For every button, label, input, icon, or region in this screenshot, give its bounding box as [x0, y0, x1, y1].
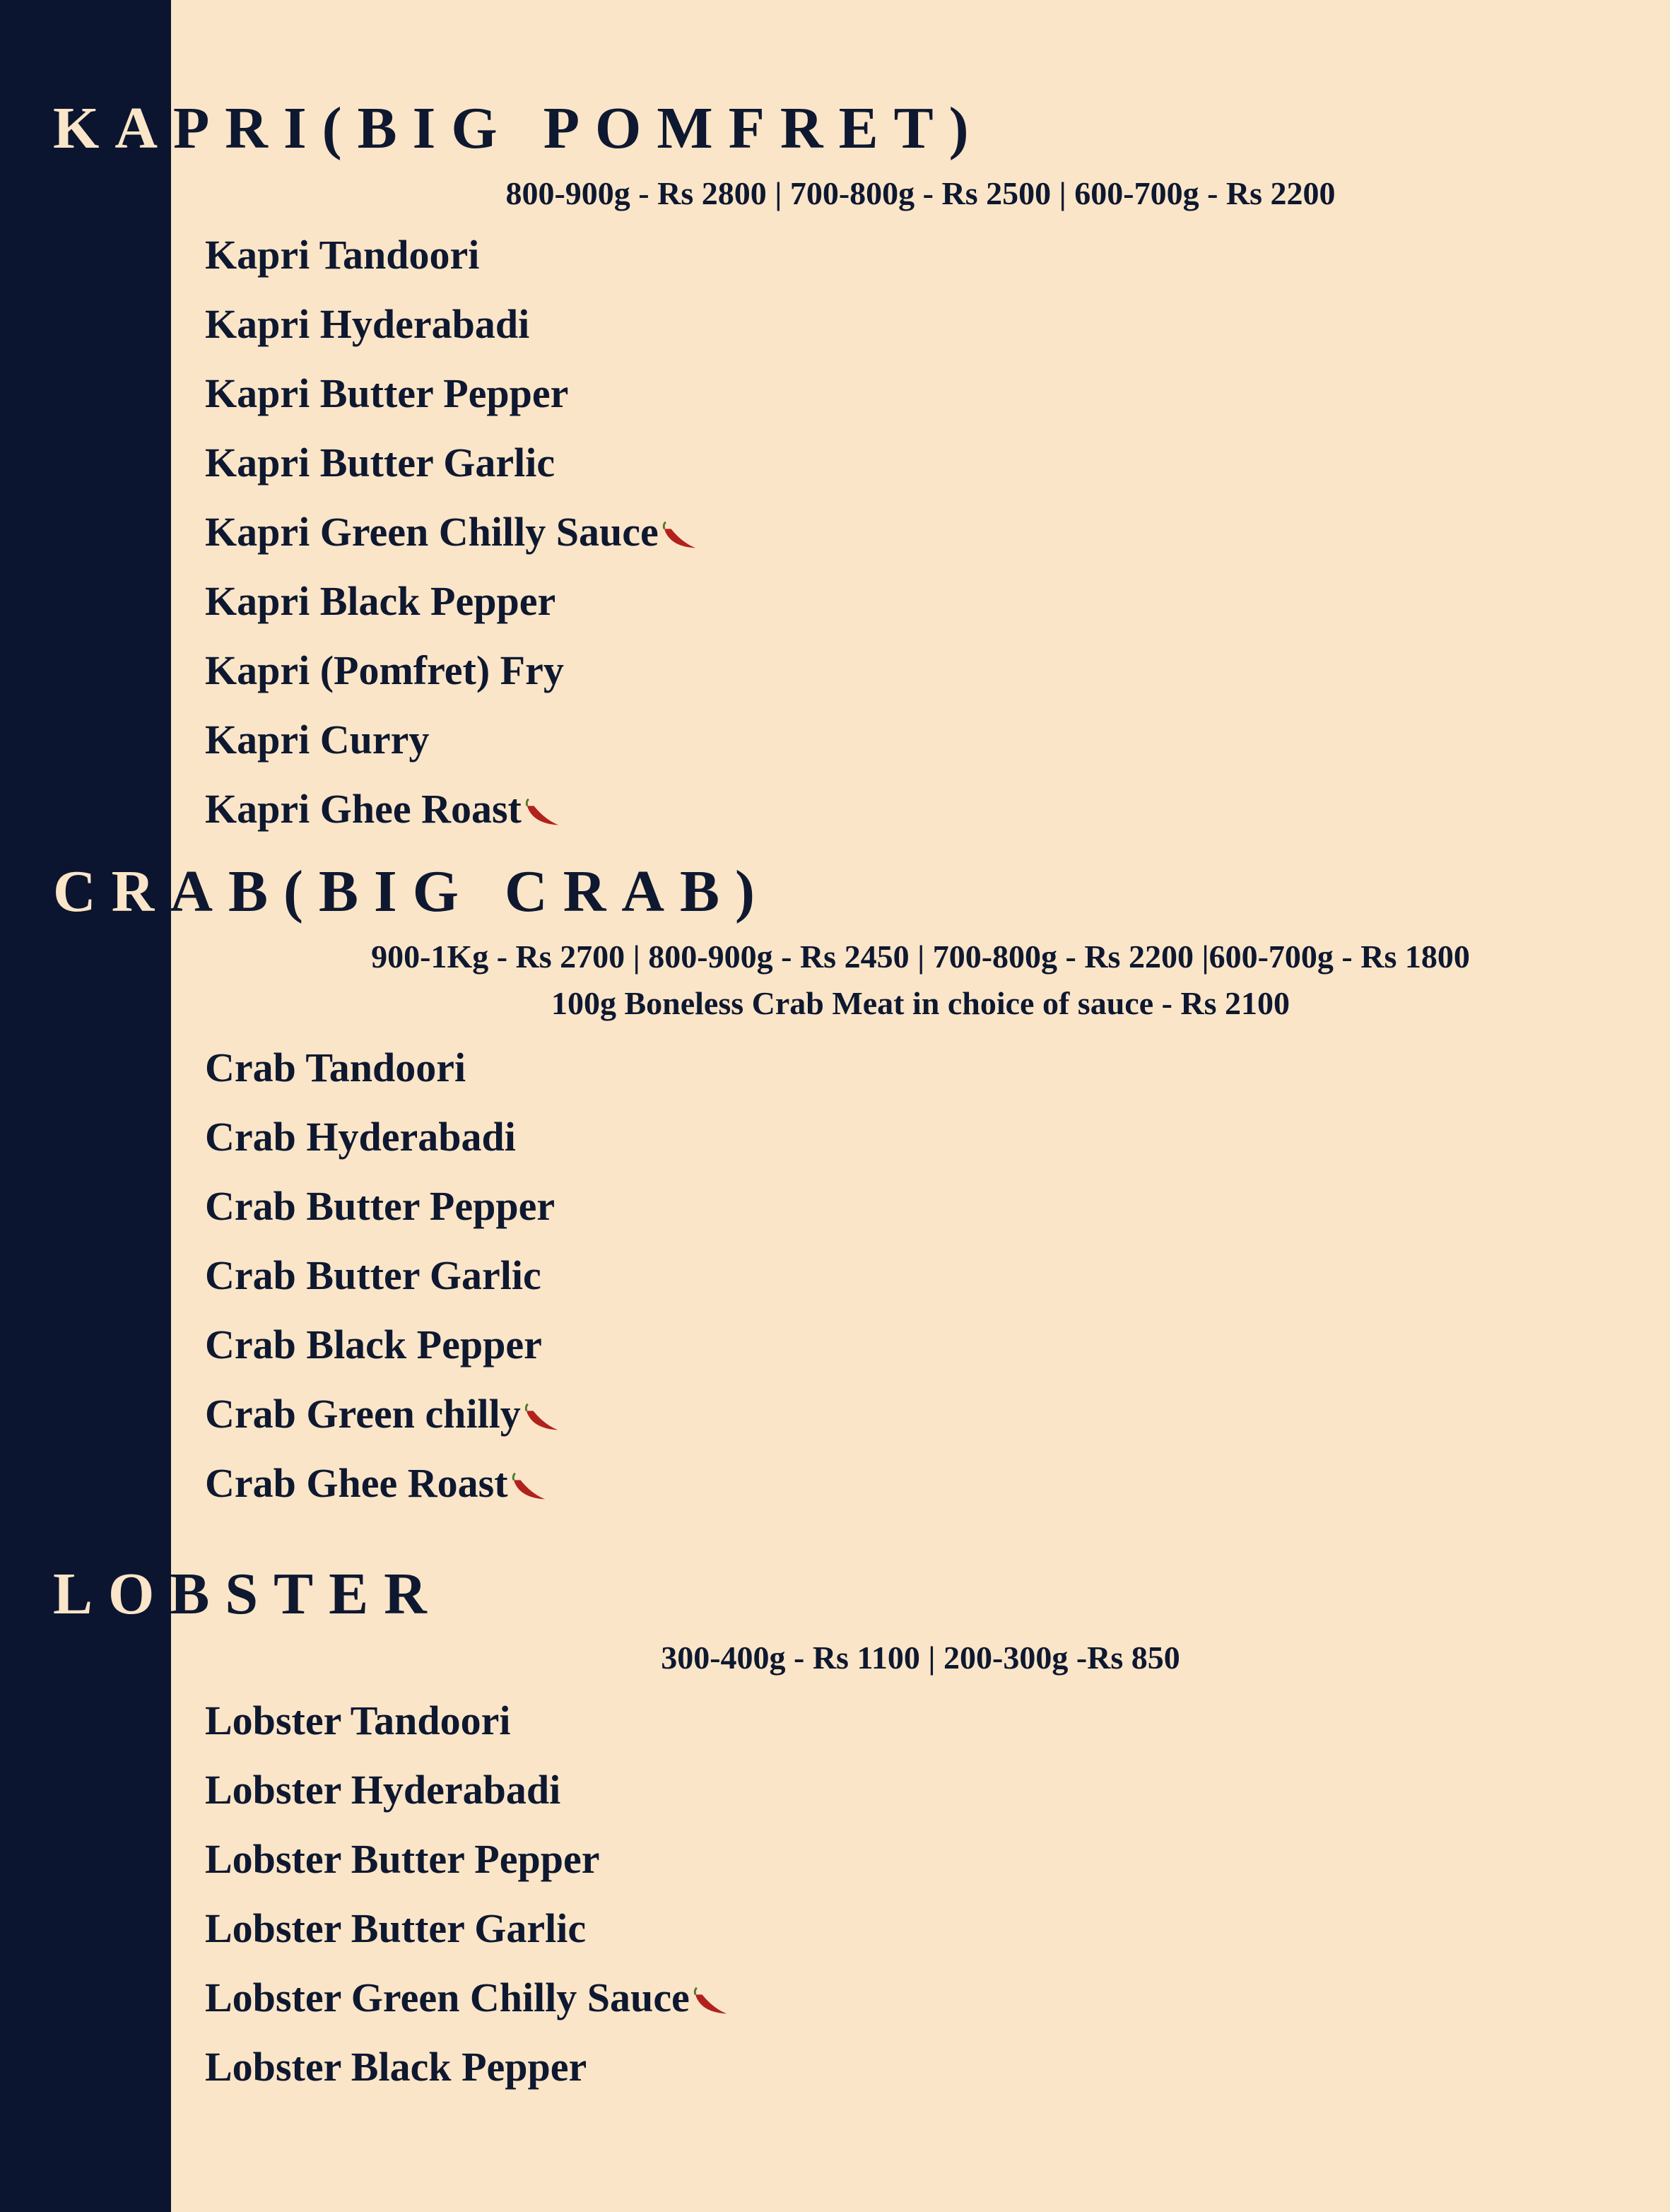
menu-item-label: Crab Tandoori: [205, 1045, 466, 1090]
chilli-icon: [524, 796, 565, 831]
menu-item-label: Kapri Curry: [205, 717, 430, 763]
menu-item-label: Crab Butter Garlic: [205, 1252, 541, 1298]
section-title-lobster: [53, 1559, 442, 1630]
menu-item-label: Kapri Green Chilly Sauce: [205, 509, 659, 555]
menu-item: [205, 1973, 734, 2023]
menu-item-label: Lobster Tandoori: [205, 1698, 511, 1743]
section-title-part: KA: [53, 95, 173, 161]
menu-item-label: Crab Ghee Roast: [205, 1460, 508, 1506]
section-title-part: AB(BIG CRAB): [170, 859, 771, 924]
menu-item: [205, 1459, 552, 1508]
chilli-icon: [693, 1984, 734, 2020]
menu-item: [205, 1696, 510, 1746]
menu-item: [205, 1043, 466, 1093]
menu-item: [205, 369, 568, 418]
chilli-icon: [524, 1401, 565, 1436]
menu-item: [205, 1835, 599, 1884]
menu-item-label: Kapri Butter Pepper: [205, 370, 569, 416]
menu-item-label: Lobster Butter Garlic: [205, 1905, 587, 1951]
price-line: 300-400g - Rs 1100 | 200-300g -Rs 850: [661, 1640, 1180, 1676]
section-title-part: LO: [53, 1561, 170, 1627]
chilli-icon: [661, 519, 702, 554]
menu-item: [205, 784, 565, 834]
menu-item-label: Crab Butter Pepper: [205, 1183, 555, 1229]
menu-item-label: Kapri Ghee Roast: [205, 786, 522, 832]
menu-item: [205, 2042, 587, 2092]
section-title-part: BSTER: [170, 1561, 442, 1627]
menu-item: [205, 715, 429, 765]
menu-item-label: Crab Black Pepper: [205, 1322, 542, 1367]
chilli-icon: [511, 1470, 552, 1505]
menu-item: [205, 300, 529, 349]
menu-item: [205, 646, 564, 695]
menu-item-label: Kapri Black Pepper: [205, 578, 556, 624]
menu-item: [205, 507, 702, 557]
menu-item-label: Lobster Black Pepper: [205, 2044, 587, 2090]
menu-item: [205, 438, 555, 488]
price-line: 100g Boneless Crab Meat in choice of sauce - Rs 2100: [551, 985, 1290, 1021]
menu-item: [205, 1182, 555, 1231]
menu-item: [205, 230, 479, 280]
price-line: 800-900g - Rs 2800 | 700-800g - Rs 2500 | 600-700g - Rs 2200: [505, 175, 1336, 211]
menu-item-label: Crab Green chilly: [205, 1391, 521, 1437]
menu-item-label: Kapri (Pomfret) Fry: [205, 647, 564, 693]
menu-item-label: Kapri Hyderabadi: [205, 301, 530, 347]
menu-item: [205, 1765, 560, 1815]
menu-item: [205, 1320, 542, 1370]
menu-item-label: Lobster Hyderabadi: [205, 1767, 561, 1813]
sidebar-band: [0, 0, 171, 2212]
menu-item-label: Crab Hyderabadi: [205, 1114, 516, 1160]
menu-item: [205, 1112, 516, 1162]
menu-item: [205, 577, 555, 626]
section-title-part: CR: [53, 859, 170, 924]
menu-item-label: Kapri Butter Garlic: [205, 440, 555, 486]
menu-item: [205, 1389, 565, 1439]
price-line: 900-1Kg - Rs 2700 | 800-900g - Rs 2450 | 700-800g - Rs 2200 |600-700g - Rs 1800: [371, 939, 1470, 975]
menu-item-label: Lobster Butter Pepper: [205, 1836, 600, 1882]
section-title-kapri: [53, 93, 984, 164]
menu-item-label: Lobster Green Chilly Sauce: [205, 1975, 690, 2020]
menu-item-label: Kapri Tandoori: [205, 232, 480, 278]
section-title-part: PRI(BIG POMFRET): [173, 95, 984, 161]
menu-item: [205, 1251, 541, 1300]
menu-item: [205, 1904, 586, 1953]
section-title-crab: [53, 857, 770, 927]
